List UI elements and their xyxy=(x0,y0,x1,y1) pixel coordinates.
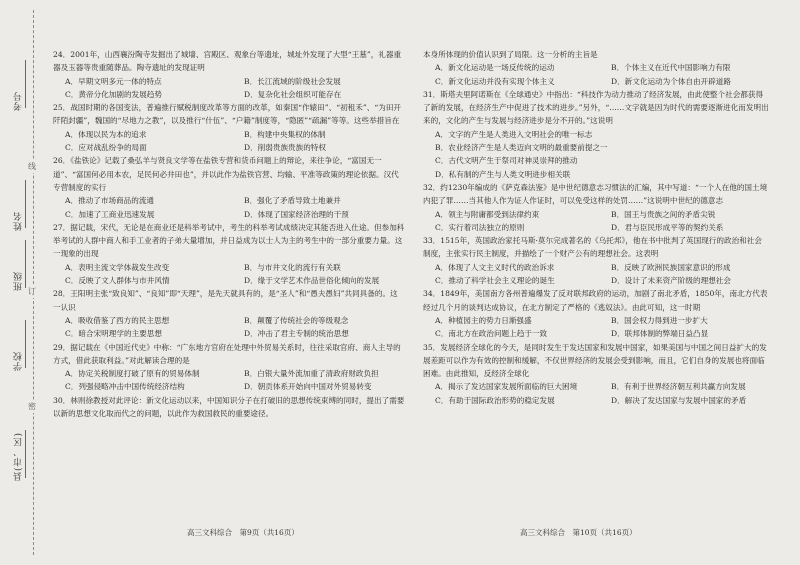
county-label: 县(市、区) xyxy=(14,431,24,481)
answer-option: B．长江流域的阶级社会发展 xyxy=(244,76,341,86)
answer-option: D．解决了发达国家与发展中国家的矛盾 xyxy=(611,395,747,405)
answer-option: C．推动了科学社会主义理论的诞生 xyxy=(435,276,555,286)
exam-no-field xyxy=(12,60,26,111)
answer-option: B．个体主义在近代中国影响力有限 xyxy=(611,63,731,73)
answer-options xyxy=(423,128,769,181)
answer-option: B．颠覆了传统社会的等级观念 xyxy=(244,315,349,325)
question-stem: 31．斯塔夫里阿诺斯在《全球通史》中指出：“科技作为动力推动了经济发展，由此使整个社会都获得了新的发展，在经济生产中促进了技术的进步。”另外，“……文字就是因为时代的需要逐渐进化而发明出来的，文化的产生与发展与经济进步是分不开的。”这说明 xyxy=(423,89,769,126)
question-block xyxy=(423,341,769,407)
question-block xyxy=(423,88,769,181)
question-stem: 24．2001年，山西襄汾陶寺发掘出了城墙、宫殿区、观象台等遗址，城址外发现了大型“王墓”，礼器重器及玉器等贵重随葬品。陶寺遗址的发现证明 xyxy=(53,50,402,73)
cut-mark-line: 线 xyxy=(28,162,36,171)
answer-option: D．冲击了君主专制的统治思想 xyxy=(244,329,349,339)
binding-dashed-line xyxy=(33,10,34,555)
question-stem: 本身所体现的价值认识到了局限。这一分析的主旨是 xyxy=(423,50,598,59)
answer-option: A．协定关税制度打破了原有的贸易体制 xyxy=(65,369,200,379)
question-block xyxy=(53,48,405,101)
question-block xyxy=(53,287,405,340)
answer-option: A．揭示了发达国家发展所面临的巨大困境 xyxy=(435,382,578,392)
answer-option: C．暗合宋明理学的主要思想 xyxy=(65,329,162,339)
answer-option: C．新文化运动并没有实现个体主义 xyxy=(435,76,555,86)
question-stem: 25．战国时期的各国变法，普遍推行赋税制度改革等方面的改革，如秦国“作辕田”、“初租禾”、“为田开阡陌封疆”，魏国的“尽地力之教”，以及推行“什伍”、“户籍”制度等，“隐匿”“疏漏”等等。这些举措旨在 xyxy=(53,103,402,126)
answer-option: A．领主与附庸都受到法律约束 xyxy=(435,209,540,219)
answer-option: D．缘于文学艺术作品世俗化倾向的发展 xyxy=(244,276,380,286)
answer-options xyxy=(53,261,405,288)
question-stem: 28．王阳明主张“致良知”、“良知”即“天理”，是先天就具有的，是“圣人”和“愚夫愚妇”共同具备的。这一认识 xyxy=(53,289,398,312)
answer-option: C．反映了文人群体与市井风情 xyxy=(65,276,170,286)
answer-option: D．新文化运动为个体自由开辟道路 xyxy=(611,76,731,86)
question-block xyxy=(53,341,405,394)
county-field xyxy=(12,430,26,481)
question-block xyxy=(53,221,405,287)
question-block xyxy=(423,234,769,287)
answer-option: D．君与臣民形成平等的契约关系 xyxy=(611,222,724,232)
question-block xyxy=(53,101,405,154)
answer-options xyxy=(423,261,769,288)
question-block xyxy=(53,154,405,220)
school-label: 学校 xyxy=(14,351,24,371)
question-stem: 34．1849年，美国南方各州普遍爆发了反对联邦政府的运动，加剧了南北矛盾，1850年，南北方代表经过几个月的谈判达成协议，在北方制定了严格的《逃奴法》。由此可知，这一时期 xyxy=(423,289,768,312)
answer-option: C．加速了工商业迅速发展 xyxy=(65,209,155,219)
question-stem: 33．1515年，英国政治家托马斯·莫尔完成著名的《乌托邦》，他在书中批判了英国现行的政治和社会制度，主张实行民主制度，并描绘了一个财产公有的理想社会。这表明 xyxy=(423,236,762,259)
name-label: 姓名 xyxy=(14,211,24,231)
answer-option: C．古代文明产生于祭司对神灵崇拜的推动 xyxy=(435,156,578,166)
answer-options xyxy=(53,128,405,155)
answer-option: D．联邦体制的弊端日益凸显 xyxy=(611,329,709,339)
question-block xyxy=(53,394,405,421)
question-block xyxy=(423,181,769,234)
answer-option: D．复杂化社会组织可能存在 xyxy=(244,89,342,99)
exam-no-label: 考号 xyxy=(14,91,24,111)
answer-options xyxy=(423,314,769,341)
answer-option: A．文字的产生是人类进入文明社会的唯一标志 xyxy=(435,129,593,139)
answer-options xyxy=(53,194,405,221)
binding-margin xyxy=(0,0,42,565)
answer-option: C．列强侵略冲击中国传统经济结构 xyxy=(65,382,185,392)
answer-option: B．构建中央集权的体制 xyxy=(244,129,326,139)
answer-option: D．削弱贵族贵族的特权 xyxy=(244,143,327,153)
question-stem: 30．林则徐教授对此评论：新文化运动以来，中国知识分子在打破旧的思想传统束缚的同时，提出了需要以新的思想文化取而代之的问题，以此作为救国救民的重要途径。 xyxy=(53,395,405,419)
question-stem: 29．据记载在《中国近代史》中称：“广东地方官府在处理中外贸易关系时，往往采取官府、商人主导的方式，借此获取利益。”对此解读合理的是 xyxy=(53,342,401,365)
question-stem: 26．《盐铁论》记载了桑弘羊与贤良文学等在盐铁专营和货币问题上的辩论，来往争论，“富国无一道”、“富国何必用本农，足民何必井田也”，并以此作为盐铁官营、均输、平准等政策的理论依据。汉代专营制度的实行 xyxy=(53,156,399,192)
answer-option: A．表明主流文学体裁发生改变 xyxy=(65,262,170,272)
answer-option: D．设计了未来资产阶级的理想社会 xyxy=(611,276,731,286)
school-field xyxy=(12,320,26,371)
footer-left-page-number: 高三文科综合 第9页（共16页） xyxy=(187,528,299,537)
name-field xyxy=(12,180,26,231)
answer-option: A．推动了市场商品的流通 xyxy=(65,196,155,206)
answer-options xyxy=(423,61,769,88)
cut-mark-seal: 密 xyxy=(28,402,36,411)
answer-option: A．早期文明多元一体的特点 xyxy=(65,76,162,86)
question-stem: 27．据记载，宋代，无论是在商业还是科举考试中，考生的科举考试成绩决定其能否进入仕途。但参加科举考试的人群中商人和手工业者的子弟大量增加，并日益成为以士人为主的考生中的一部分重要力量。这一现象的出现 xyxy=(53,222,405,259)
cut-mark-order: 订 xyxy=(28,287,36,296)
answer-options xyxy=(423,208,769,235)
answer-option: D．私有制的产生与人类文明进步相关联 xyxy=(435,169,571,179)
answer-option: B．与市井文化的流行有关联 xyxy=(244,262,341,272)
answer-options xyxy=(53,367,405,394)
right-page-column xyxy=(423,48,769,407)
answer-option: B．反映了欧洲民族国家意识的形成 xyxy=(611,262,731,272)
question-block xyxy=(423,287,769,340)
answer-option: C．黄帝分化加剧的发展趋势 xyxy=(65,89,162,99)
answer-option: A．体现了人文主义时代的政治诉求 xyxy=(435,262,555,272)
answer-option: A．体现以民为本的追求 xyxy=(65,129,147,139)
answer-options xyxy=(423,380,769,407)
question-block xyxy=(423,48,769,88)
answer-option: A．吸收借鉴了西方的民主思想 xyxy=(65,315,170,325)
answer-option: B．国王与贵族之间的矛盾尖锐 xyxy=(611,209,716,219)
class-label: 班级 xyxy=(14,271,24,291)
question-stem: 32．约1230年编成的《萨克森法鉴》是中世纪德意志习惯法的汇编，其中写道：“一个人在他的国土境内犯了罪……当其他人作为证人作证时，可以免受这样的处罚……”这说明中世纪的德意志 xyxy=(423,182,768,206)
left-page-column xyxy=(53,48,405,420)
answer-option: C．实行着司法独立的原则 xyxy=(435,222,525,232)
answer-option: B．国会权力得到进一步扩大 xyxy=(611,315,708,325)
question-stem: 35．发展经济全球化的今天，是同时发生于发达国家和发展中国家，如果美国与中国之间日益扩大的发展差距可以作为有效的控制和缓解，不仅世界经济的发展会受到影响，而且，它们自身的发展也将面临困难。由此推知，反经济全球化 xyxy=(423,342,767,379)
answer-option: B．白银大量外流加重了清政府财政负担 xyxy=(244,369,379,379)
answer-options xyxy=(53,75,405,102)
answer-option: C．应对战乱纷争的局面 xyxy=(65,143,147,153)
answer-options xyxy=(53,314,405,341)
footer-right-page-number: 高三文科综合 第10页（共16页） xyxy=(520,528,637,537)
answer-option: D．体现了国家经济治理的干预 xyxy=(244,209,349,219)
answer-option: C．有助于国际政治形势的稳定发展 xyxy=(435,395,555,405)
answer-option: A．种植园主的势力日渐强盛 xyxy=(435,315,532,325)
answer-option: C．南北方在政治问题上趋于一致 xyxy=(435,329,548,339)
answer-option: B．农业经济产生是人类迈向文明的最重要前提之一 xyxy=(435,143,608,153)
answer-option: B．有利于世界经济朝互利共赢方向发展 xyxy=(611,382,746,392)
answer-option: A．新文化运动是一场反传统的运动 xyxy=(435,63,555,73)
answer-option: D．朝贡体系开始向中国对外贸易转变 xyxy=(244,382,372,392)
answer-option: B．强化了矛盾导致土地兼并 xyxy=(244,196,341,206)
class-field xyxy=(12,240,26,291)
